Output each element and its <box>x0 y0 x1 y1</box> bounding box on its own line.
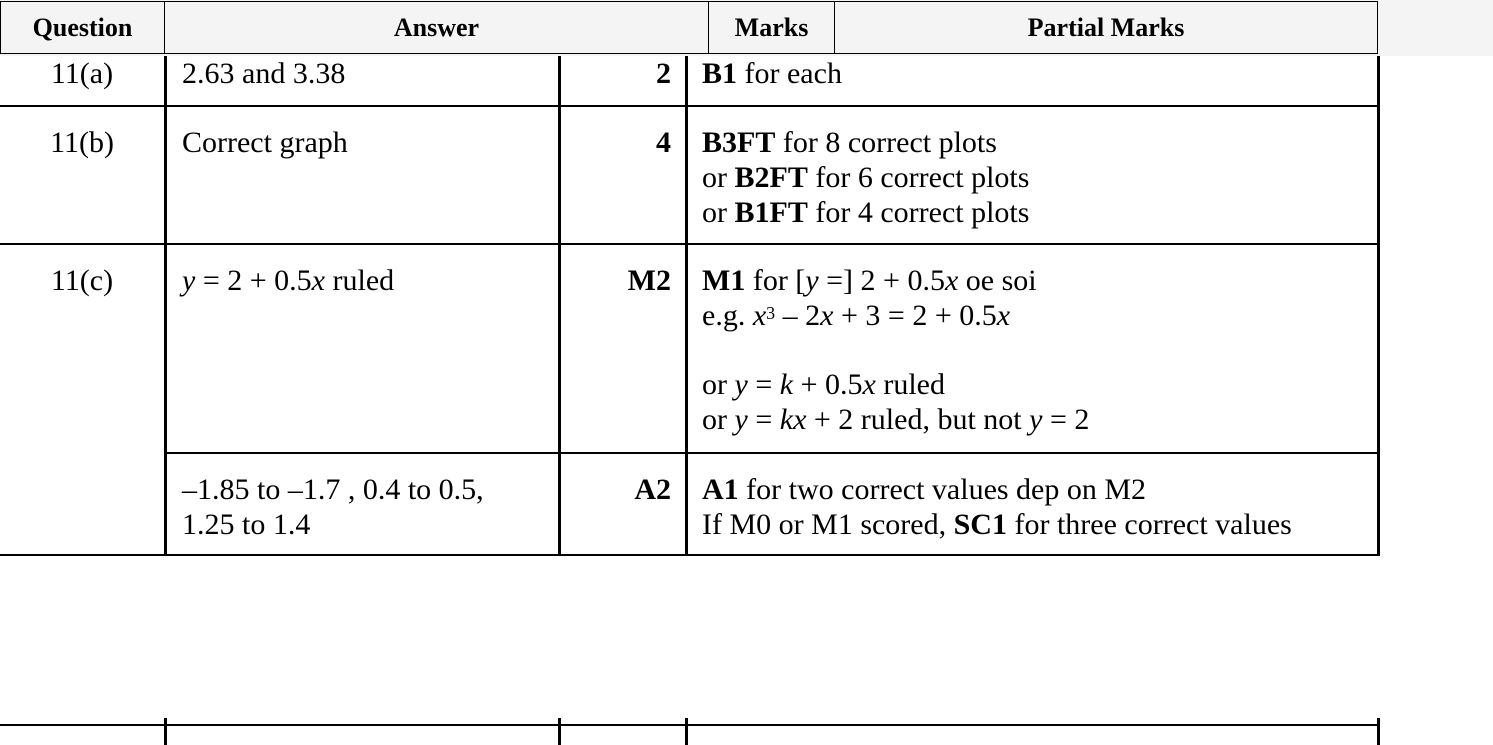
partial-marks-cell <box>702 472 1292 542</box>
mark-code: B1 <box>702 57 738 90</box>
partial-line: B3FT for 8 correct plots <box>702 126 997 159</box>
marks-cell: 4 <box>656 126 671 159</box>
answer-cell: 2.63 and 3.38 <box>182 57 346 90</box>
grid-line <box>1377 718 1380 745</box>
answer-cell: Correct graph <box>182 126 348 159</box>
grid-line <box>0 105 1380 107</box>
grid-line <box>558 718 561 745</box>
marks-cell: A2 <box>634 473 671 506</box>
partial-marks-cell <box>702 125 1029 230</box>
header-question: Question <box>0 1 165 54</box>
header-answer: Answer <box>164 1 709 54</box>
question-cell: 11(c) <box>50 264 114 297</box>
grid-line <box>0 724 1380 726</box>
question-cell: 11(b) <box>50 126 114 159</box>
grid-line <box>164 56 167 556</box>
header-marks: Marks <box>708 1 835 54</box>
partial-text: for each <box>737 57 842 90</box>
partial-marks-cell <box>702 263 1089 437</box>
grid-line <box>685 718 688 745</box>
marks-cell: M2 <box>627 264 671 297</box>
partial-line: or B1FT for 4 correct plots <box>702 196 1030 229</box>
grid-line <box>0 243 1380 245</box>
partial-line: or B2FT for 6 correct plots <box>702 161 1030 194</box>
partial-line: A1 for two correct values dep on M2 <box>702 473 1147 506</box>
header-partial-marks: Partial Marks <box>834 1 1378 54</box>
partial-line: M1 for [y =] 2 + 0.5x oe soi <box>702 264 1037 297</box>
grid-line <box>0 554 1380 556</box>
grid-line <box>164 452 1380 454</box>
answer-cell <box>182 472 484 542</box>
grid-line <box>685 56 688 556</box>
question-cell: 11(a) <box>50 57 114 90</box>
partial-line: e.g. $x^3 - 2x + 3 = 2 + 0.5x$ <box>702 299 1011 332</box>
grid-line <box>164 718 167 745</box>
answer-cell: y = 2 + 0.5x ruled <box>182 264 395 297</box>
partial-line: If M0 or M1 scored, SC1 for three correct values <box>702 508 1292 541</box>
partial-line: or y = kx + 2 ruled, but not y = 2 <box>702 403 1090 436</box>
answer-line: –1.85 to –1.7 , 0.4 to 0.5, <box>182 473 484 506</box>
partial-marks-cell <box>702 56 842 91</box>
grid-line <box>1377 56 1380 556</box>
partial-line: or y = k + 0.5x ruled <box>702 368 945 401</box>
marks-cell: 2 <box>656 57 671 90</box>
answer-line: 1.25 to 1.4 <box>182 508 311 541</box>
